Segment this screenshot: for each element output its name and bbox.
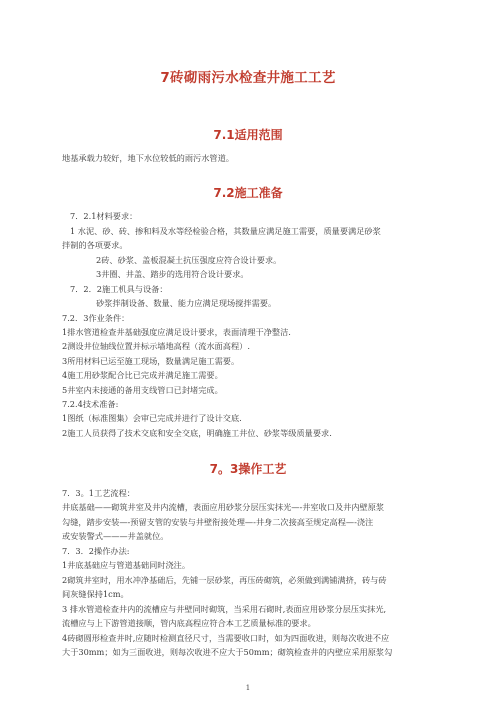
document-title: 7砖砌雨污水检查井施工工艺 [160,70,336,86]
paragraph-line: 3 排水管道检查井内的流槽应与井壁同时砌筑，当采用石砌时,表面应用砂浆分层压实抹光, [62,604,387,614]
paragraph-line: 井底基础——砌筑井室及井内流槽，表面应用砂浆分层压实抹光—-井室收口及井内壁原浆 [62,502,385,512]
paragraph-line: 3井圈、井盖、踏步的选用符合设计要求。 [96,269,249,279]
subsection-line: 7．2.1材料要求： [70,211,138,221]
paragraph-line: 2砖、砂浆、盖板混凝土抗压强度应符合设计要求。 [96,255,282,265]
paragraph-line: 大于30mm；如为三面收进，则每次收进不应大于50mm；砌筑检查井的内壁应采用原浆勾 [62,647,393,657]
paragraph-line: 流槽应与上下游管道接顺，管内底高程应符合本工艺质量标准的要求。 [62,618,316,628]
paragraph-line: 或安装警式———井盖就位。 [62,531,169,541]
paragraph-line: 2测设井位轴线位置并标示墙地高程（流水面高程）. [62,341,250,351]
section-heading: 7.1适用范围 [213,128,283,142]
subsection-line: 7．2．2施工机具与设备： [70,284,168,294]
paragraph-line: 拌制的各项要求。 [62,240,128,250]
paragraph-line: 4砖砌圆形检查井时,应随时检测直径尺寸，当需要收口时，如为四面收进，则每次收进不应 [62,633,390,643]
subsection-line: 7．3．2操作办法: [62,546,130,556]
paragraph-line: 间灰缝保持1cm。 [62,589,129,599]
paragraph-line: 1图纸（标准图集）会审已完成并进行了设计交底. [62,413,242,423]
paragraph-line: 2砌筑井室时，用水冲净基础后，先铺一层砂浆，再压砖砌筑，必须做到满铺满挤，砖与砖 [62,575,387,585]
paragraph-line: 地基承载力较好，地下水位较低的雨污水管道。 [62,153,234,163]
section-heading: 7.2施工准备 [213,186,283,200]
paragraph-line: 1 水泥、砂、砖、掺和料及水等经检验合格，其数量应满足施工需要，质量要满足砂浆 [70,226,381,236]
subsection-line: 7.2．3作业条件： [62,313,130,323]
paragraph-line: 3所用材料已运至施工现场，数量满足施工需要。 [62,356,240,366]
paragraph-line: 勾缝，踏步安装—-预留支管的安装与井壁衔接处理—-井身二次接高至规定高程—-浇注 [62,517,374,527]
paragraph-line: 2施工人员获得了技术交底和安全交底，明确施工井位、砂浆等级质量要求. [62,428,332,438]
paragraph-line: 1排水管道检查井基础强度应满足设计要求，表面清理干净整洁. [62,327,291,337]
subsection-line: 7．3。1工艺流程： [62,488,135,498]
paragraph-line: 砂浆拌制设备、数量、能力应满足现场搅拌需要。 [96,298,277,308]
page-number: 1 [245,684,251,692]
subsection-line: 7.2.4技术准备: [62,399,119,409]
section-heading: 7。3操作工艺 [209,462,287,476]
paragraph-line: 5井室内未接通的备用支线管口已封堵完成。 [62,385,223,395]
paragraph-line: 1井底基础应与管道基础同时浇注。 [62,560,191,570]
paragraph-line: 4施工用砂浆配合比已完成并满足施工需要。 [62,370,223,380]
